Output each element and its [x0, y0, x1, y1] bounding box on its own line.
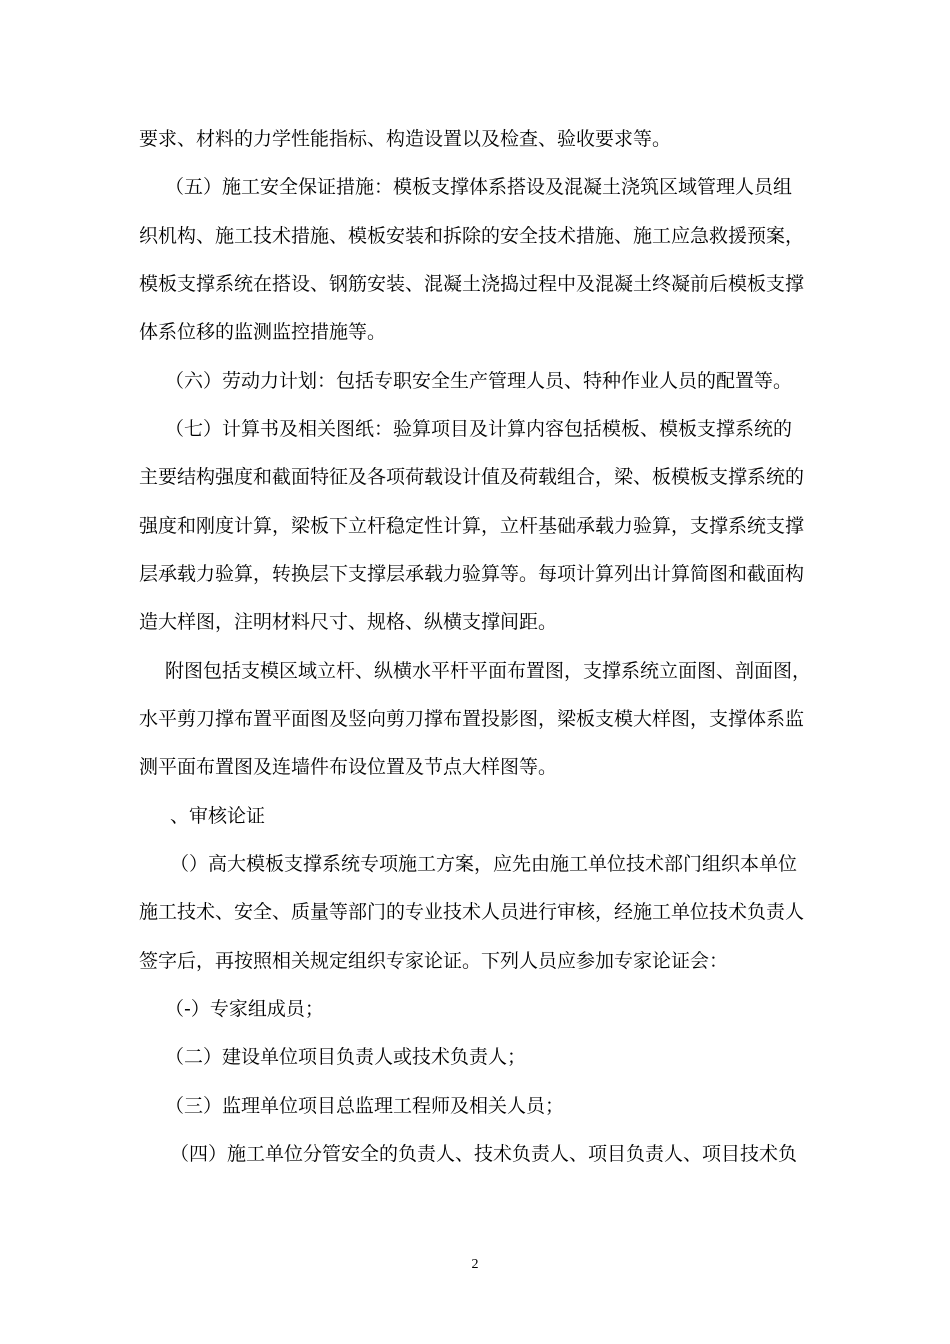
- text-line-20: （二）建设单位项目负责人或技术负责人；: [165, 1046, 527, 1068]
- text-line-6: （六）劳动力计划：包括专职安全生产管理人员、特种作业人员的配置等。: [165, 370, 793, 392]
- text-line-9: 强度和刚度计算，梁板下立杆稳定性计算，立杆基础承载力验算，支撑系统支撑: [139, 515, 805, 537]
- text-line-18: 签字后，再按照相关规定组织专家论证。下列人员应参加专家论证会：: [139, 950, 729, 972]
- text-line-14: 测平面布置图及连墙件布设位置及节点大样图等。: [139, 756, 558, 778]
- text-line-1: 要求、材料的力学性能指标、构造设置以及检查、验收要求等。: [139, 128, 672, 150]
- section-heading: 、审核论证: [170, 805, 266, 827]
- text-line-22: （四）施工单位分管安全的负责人、技术负责人、项目负责人、项目技术负: [170, 1143, 798, 1165]
- text-line-3: 织机构、施工技术措施、模板安装和拆除的安全技术措施、施工应急救援预案，: [139, 225, 805, 247]
- text-line-2: （五）施工安全保证措施：模板支撑体系搭设及混凝土浇筑区域管理人员组: [165, 176, 793, 198]
- text-line-5: 体系位移的监测监控措施等。: [139, 321, 387, 343]
- page-number: 2: [471, 1257, 479, 1272]
- text-line-10: 层承载力验算，转换层下支撑层承载力验算等。每项计算列出计算简图和截面构: [139, 563, 805, 585]
- text-line-12: 附图包括支模区域立杆、纵横水平杆平面布置图，支撑系统立面图、剖面图，: [165, 660, 812, 682]
- text-line-21: （三）监理单位项目总监理工程师及相关人员；: [165, 1095, 565, 1117]
- text-line-7: （七）计算书及相关图纸：验算项目及计算内容包括模板、模板支撑系统的: [165, 418, 793, 440]
- text-line-19: （-）专家组成员；: [165, 998, 324, 1020]
- text-line-13: 水平剪刀撑布置平面图及竖向剪刀撑布置投影图，梁板支模大样图，支撑体系监: [139, 708, 805, 730]
- text-line-8: 主要结构强度和截面特征及各项荷载设计值及荷载组合，梁、板模板支撑系统的: [139, 466, 805, 488]
- text-line-11: 造大样图，注明材料尺寸、规格、纵横支撑间距。: [139, 611, 558, 633]
- text-line-16: （）高大模板支撑系统专项施工方案，应先由施工单位技术部门组织本单位: [170, 853, 798, 875]
- text-line-17: 施工技术、安全、质量等部门的专业技术人员进行审核，经施工单位技术负责人: [139, 901, 805, 923]
- text-line-4: 模板支撑系统在搭设、钢筋安装、混凝土浇捣过程中及混凝土终凝前后模板支撑: [139, 273, 805, 295]
